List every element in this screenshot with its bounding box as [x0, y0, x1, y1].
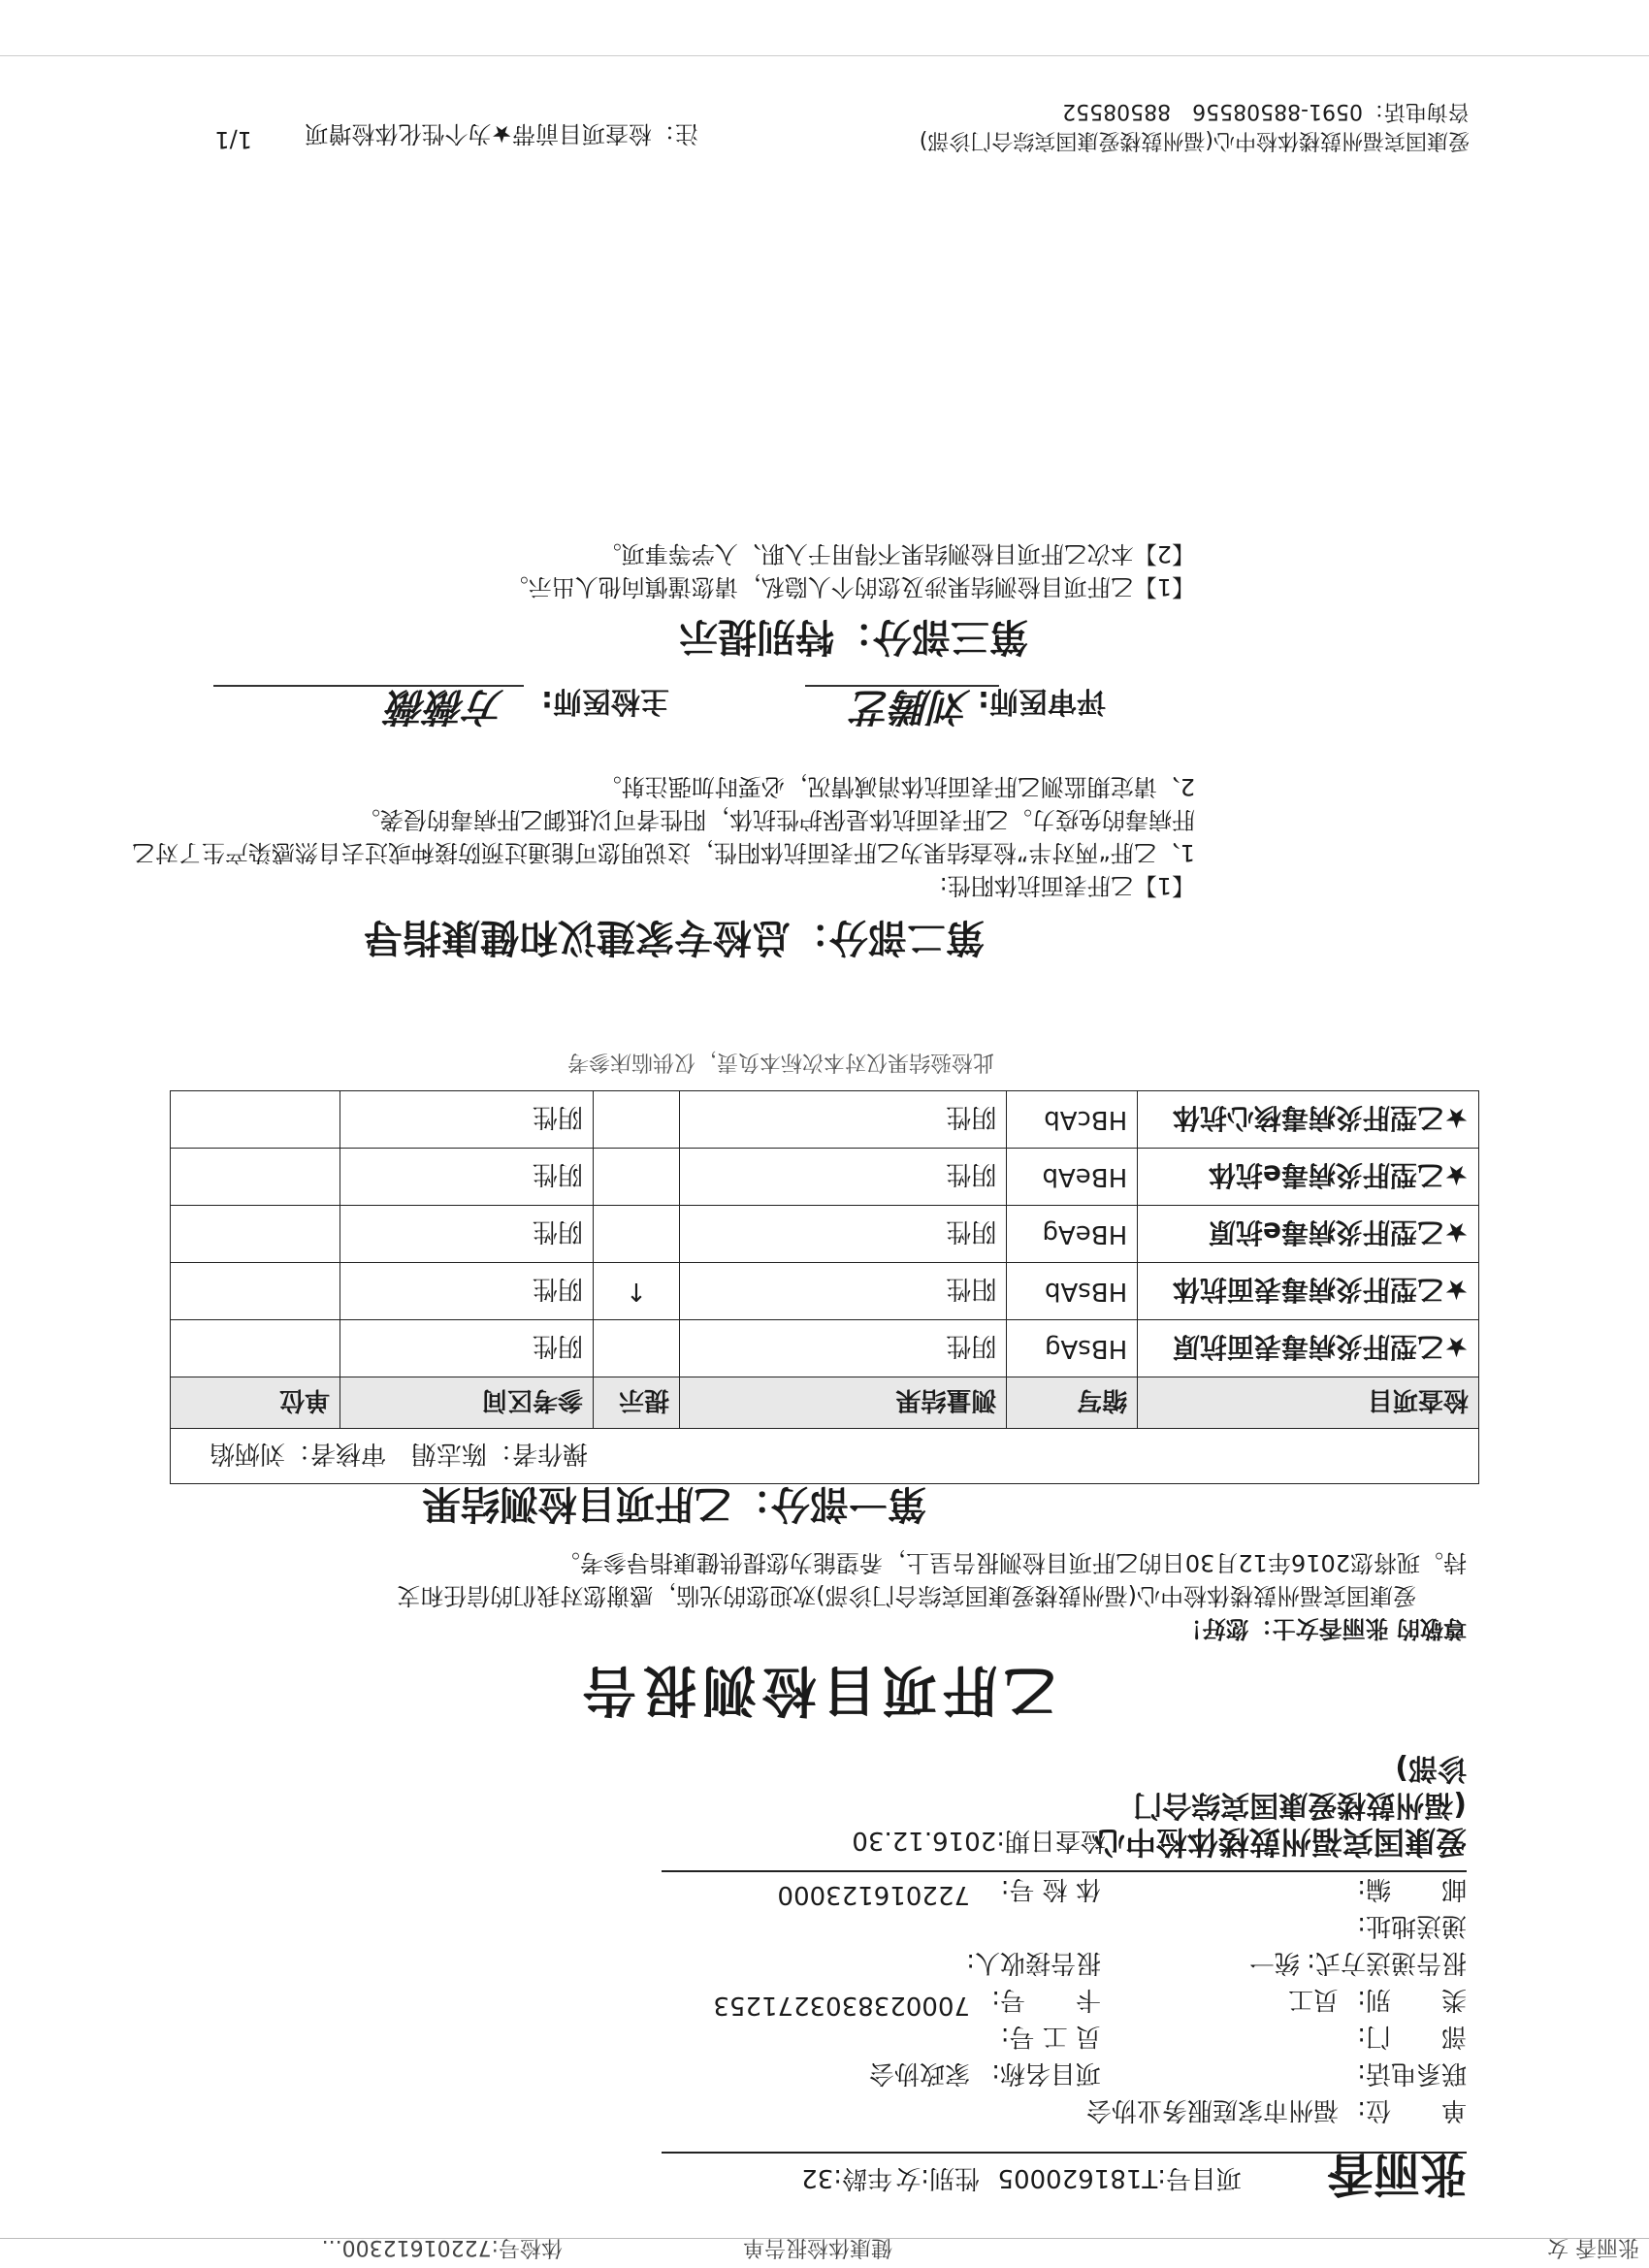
- cell-abbr: HBsAg: [1007, 1320, 1138, 1377]
- cell-unit: [171, 1091, 340, 1149]
- header-strip: [0, 2235, 1649, 2268]
- field-unit-value: 福州市家庭服务业协会: [1085, 2095, 1339, 2124]
- cell-item: ★乙型肝炎病毒表面抗原: [1138, 1320, 1479, 1377]
- col-header-unit: 单位: [171, 1377, 340, 1429]
- table-row: [171, 1320, 1479, 1377]
- footer-note: 注：检查项目前带★为个性化体检增项: [305, 120, 698, 147]
- signature-line: [805, 685, 999, 687]
- field-exam-no-value: 722016123000: [777, 1880, 970, 1909]
- cell-item: ★乙型肝炎病毒e抗体: [1138, 1149, 1479, 1206]
- reviewer-signature: 刘腾艺: [854, 684, 970, 729]
- field-zip-label: 邮 编:: [1357, 1874, 1467, 1903]
- notice-line: 【2】本次乙肝项目检测结果不得用于入职、入学等事项。: [598, 540, 1195, 567]
- cell-ref: 阴性: [340, 1091, 594, 1149]
- footer-phone: 咨询电话：0591-88508556 88508552: [1062, 99, 1470, 123]
- field-receiver-label: 报告接收人:: [966, 1948, 1101, 1977]
- advice-line: 【1】乙肝表面抗体阳性:: [939, 872, 1195, 899]
- patient-item-no: 项目号:T181620005: [997, 2163, 1242, 2192]
- intro-line: 持。现将您2016年12月30日的乙肝项目检测报告呈上，希望能为您提供健康指导参考。: [556, 1549, 1467, 1576]
- field-category-label: 类 别:: [1357, 1985, 1467, 2014]
- header-strip-right: 体检号:72201612300...: [321, 2235, 563, 2259]
- field-card-label: 卡 号:: [991, 1985, 1101, 2014]
- table-row: [171, 1263, 1479, 1320]
- page-number: 1/1: [214, 126, 252, 153]
- center-name-line1: 爱康国宾福州鼓楼体检中心: [1093, 1824, 1467, 1861]
- divider: [662, 2152, 1467, 2154]
- cell-result: 阴性: [680, 1206, 1007, 1263]
- cell-result: 阳性: [680, 1263, 1007, 1320]
- field-staffno-label: 员 工 号:: [1000, 2022, 1101, 2051]
- cell-hint: ↑: [594, 1263, 680, 1320]
- col-header-result: 测量结果: [680, 1377, 1007, 1429]
- footer-org: 爱康国宾福州鼓楼体检中心(福州鼓楼爱康国宾综合门诊部): [919, 128, 1470, 152]
- cell-ref: 阴性: [340, 1263, 594, 1320]
- table-meta-row: [171, 1429, 1479, 1484]
- section2-title: 第二部分：总检专家建议和健康指导: [364, 915, 985, 959]
- chief-label: 主检医师:: [541, 684, 669, 718]
- field-category-value: 员工: [1287, 1985, 1339, 2014]
- cell-item: ★乙型肝炎病毒表面抗体: [1138, 1263, 1479, 1320]
- field-address-label: 递送地址:: [1357, 1911, 1467, 1940]
- patient-name: 张丽香: [1326, 2147, 1467, 2201]
- field-unit-label: 单 位:: [1357, 2095, 1467, 2124]
- header-strip-left: 张丽香 女: [1547, 2235, 1639, 2259]
- check-date: 检查日期:2016.12.30: [852, 1826, 1106, 1855]
- cell-unit: [171, 1263, 340, 1320]
- report-title: 乙肝项目检测报告: [576, 1658, 1057, 1721]
- signature-line: [213, 685, 524, 687]
- field-delivery-label: 报告递送方式:: [1307, 1948, 1467, 1977]
- results-note: 此检验结果仅对本次标本负责，仅供临床参考: [566, 1050, 994, 1074]
- cell-abbr: HBcAb: [1007, 1091, 1138, 1149]
- cell-item: ★乙型肝炎病毒核心抗体: [1138, 1091, 1479, 1149]
- col-header-abbr: 缩写: [1007, 1377, 1138, 1429]
- field-exam-no-label: 体 检 号:: [1000, 1874, 1101, 1903]
- divider: [662, 1870, 1467, 1872]
- field-delivery-value: 统一: [1248, 1948, 1300, 1977]
- cell-result: 阴性: [680, 1320, 1007, 1377]
- cell-ref: 阴性: [340, 1149, 594, 1206]
- cell-ref: 阴性: [340, 1206, 594, 1263]
- field-project-label: 项目名称:: [991, 2058, 1101, 2088]
- cell-result: 阴性: [680, 1091, 1007, 1149]
- advice-line: 肝病毒的免疫力。乙肝表面抗体是保护性抗体，阳性者可以抵御乙肝病毒的侵袭。: [357, 806, 1195, 833]
- patient-age: 年龄:32: [801, 2163, 892, 2192]
- greeting: 尊敬的 张丽香女士：您好！: [1179, 1615, 1467, 1642]
- page-edge-line: [0, 55, 1649, 56]
- cell-unit: [171, 1320, 340, 1377]
- field-card-value: 7000238303271253: [713, 1991, 970, 2020]
- field-phone-label: 联系电话:: [1357, 2058, 1467, 2088]
- operator-line: 操作者：陈志娟 审核者：刘炳焰: [171, 1429, 1479, 1484]
- advice-line: 1、乙肝“两对半”检查结果为乙肝表面抗体阳性，这说明您可能通过预防接种或过去自然感染产生了对乙: [131, 839, 1195, 866]
- center-name-line3: 诊部): [1395, 1751, 1467, 1785]
- results-table: [170, 1090, 1479, 1484]
- cell-abbr: HBsAb: [1007, 1263, 1138, 1320]
- center-name-line2: (福州鼓楼爱康国宾综合门: [1133, 1788, 1467, 1822]
- table-row: [171, 1206, 1479, 1263]
- section1-title: 第一部分：乙肝项目检测结果: [422, 1481, 926, 1526]
- intro-line: 爱康国宾福州鼓楼体检中心(福州鼓楼爱康国宾综合门诊部)欢迎您的光临，感谢您对我们的信任和支: [397, 1582, 1416, 1609]
- chief-signature: 方薇薇: [388, 684, 504, 729]
- col-header-ref: 参考区间: [340, 1377, 594, 1429]
- cell-abbr: HBeAb: [1007, 1149, 1138, 1206]
- notice-line: 【1】乙肝项目检测结果涉及您的个人隐私，请您谨慎向他人出示。: [504, 573, 1195, 600]
- reviewer-label: 评审医师:: [978, 684, 1106, 718]
- section3-title: 第三部分：特别提示: [679, 614, 1028, 659]
- cell-hint: [594, 1206, 680, 1263]
- table-row: [171, 1149, 1479, 1206]
- cell-hint: [594, 1149, 680, 1206]
- field-project-value: 家政协会: [868, 2058, 970, 2088]
- patient-gender: 性别:女: [895, 2163, 980, 2192]
- cell-ref: 阴性: [340, 1320, 594, 1377]
- cell-item: ★乙型肝炎病毒e抗原: [1138, 1206, 1479, 1263]
- cell-unit: [171, 1149, 340, 1206]
- table-header-row: [171, 1377, 1479, 1429]
- cell-abbr: HBeAg: [1007, 1206, 1138, 1263]
- col-header-item: 检查项目: [1138, 1377, 1479, 1429]
- cell-hint: [594, 1091, 680, 1149]
- col-header-hint: 提示: [594, 1377, 680, 1429]
- header-strip-center: 健康体检报告单: [742, 2235, 892, 2259]
- field-dept-label: 部 门:: [1357, 2022, 1467, 2051]
- table-row: [171, 1091, 1479, 1149]
- cell-unit: [171, 1206, 340, 1263]
- cell-hint: [594, 1320, 680, 1377]
- advice-line: 2、请定期监测乙肝表面抗体消减情况，必要时加强注射。: [598, 773, 1195, 800]
- cell-result: 阴性: [680, 1149, 1007, 1206]
